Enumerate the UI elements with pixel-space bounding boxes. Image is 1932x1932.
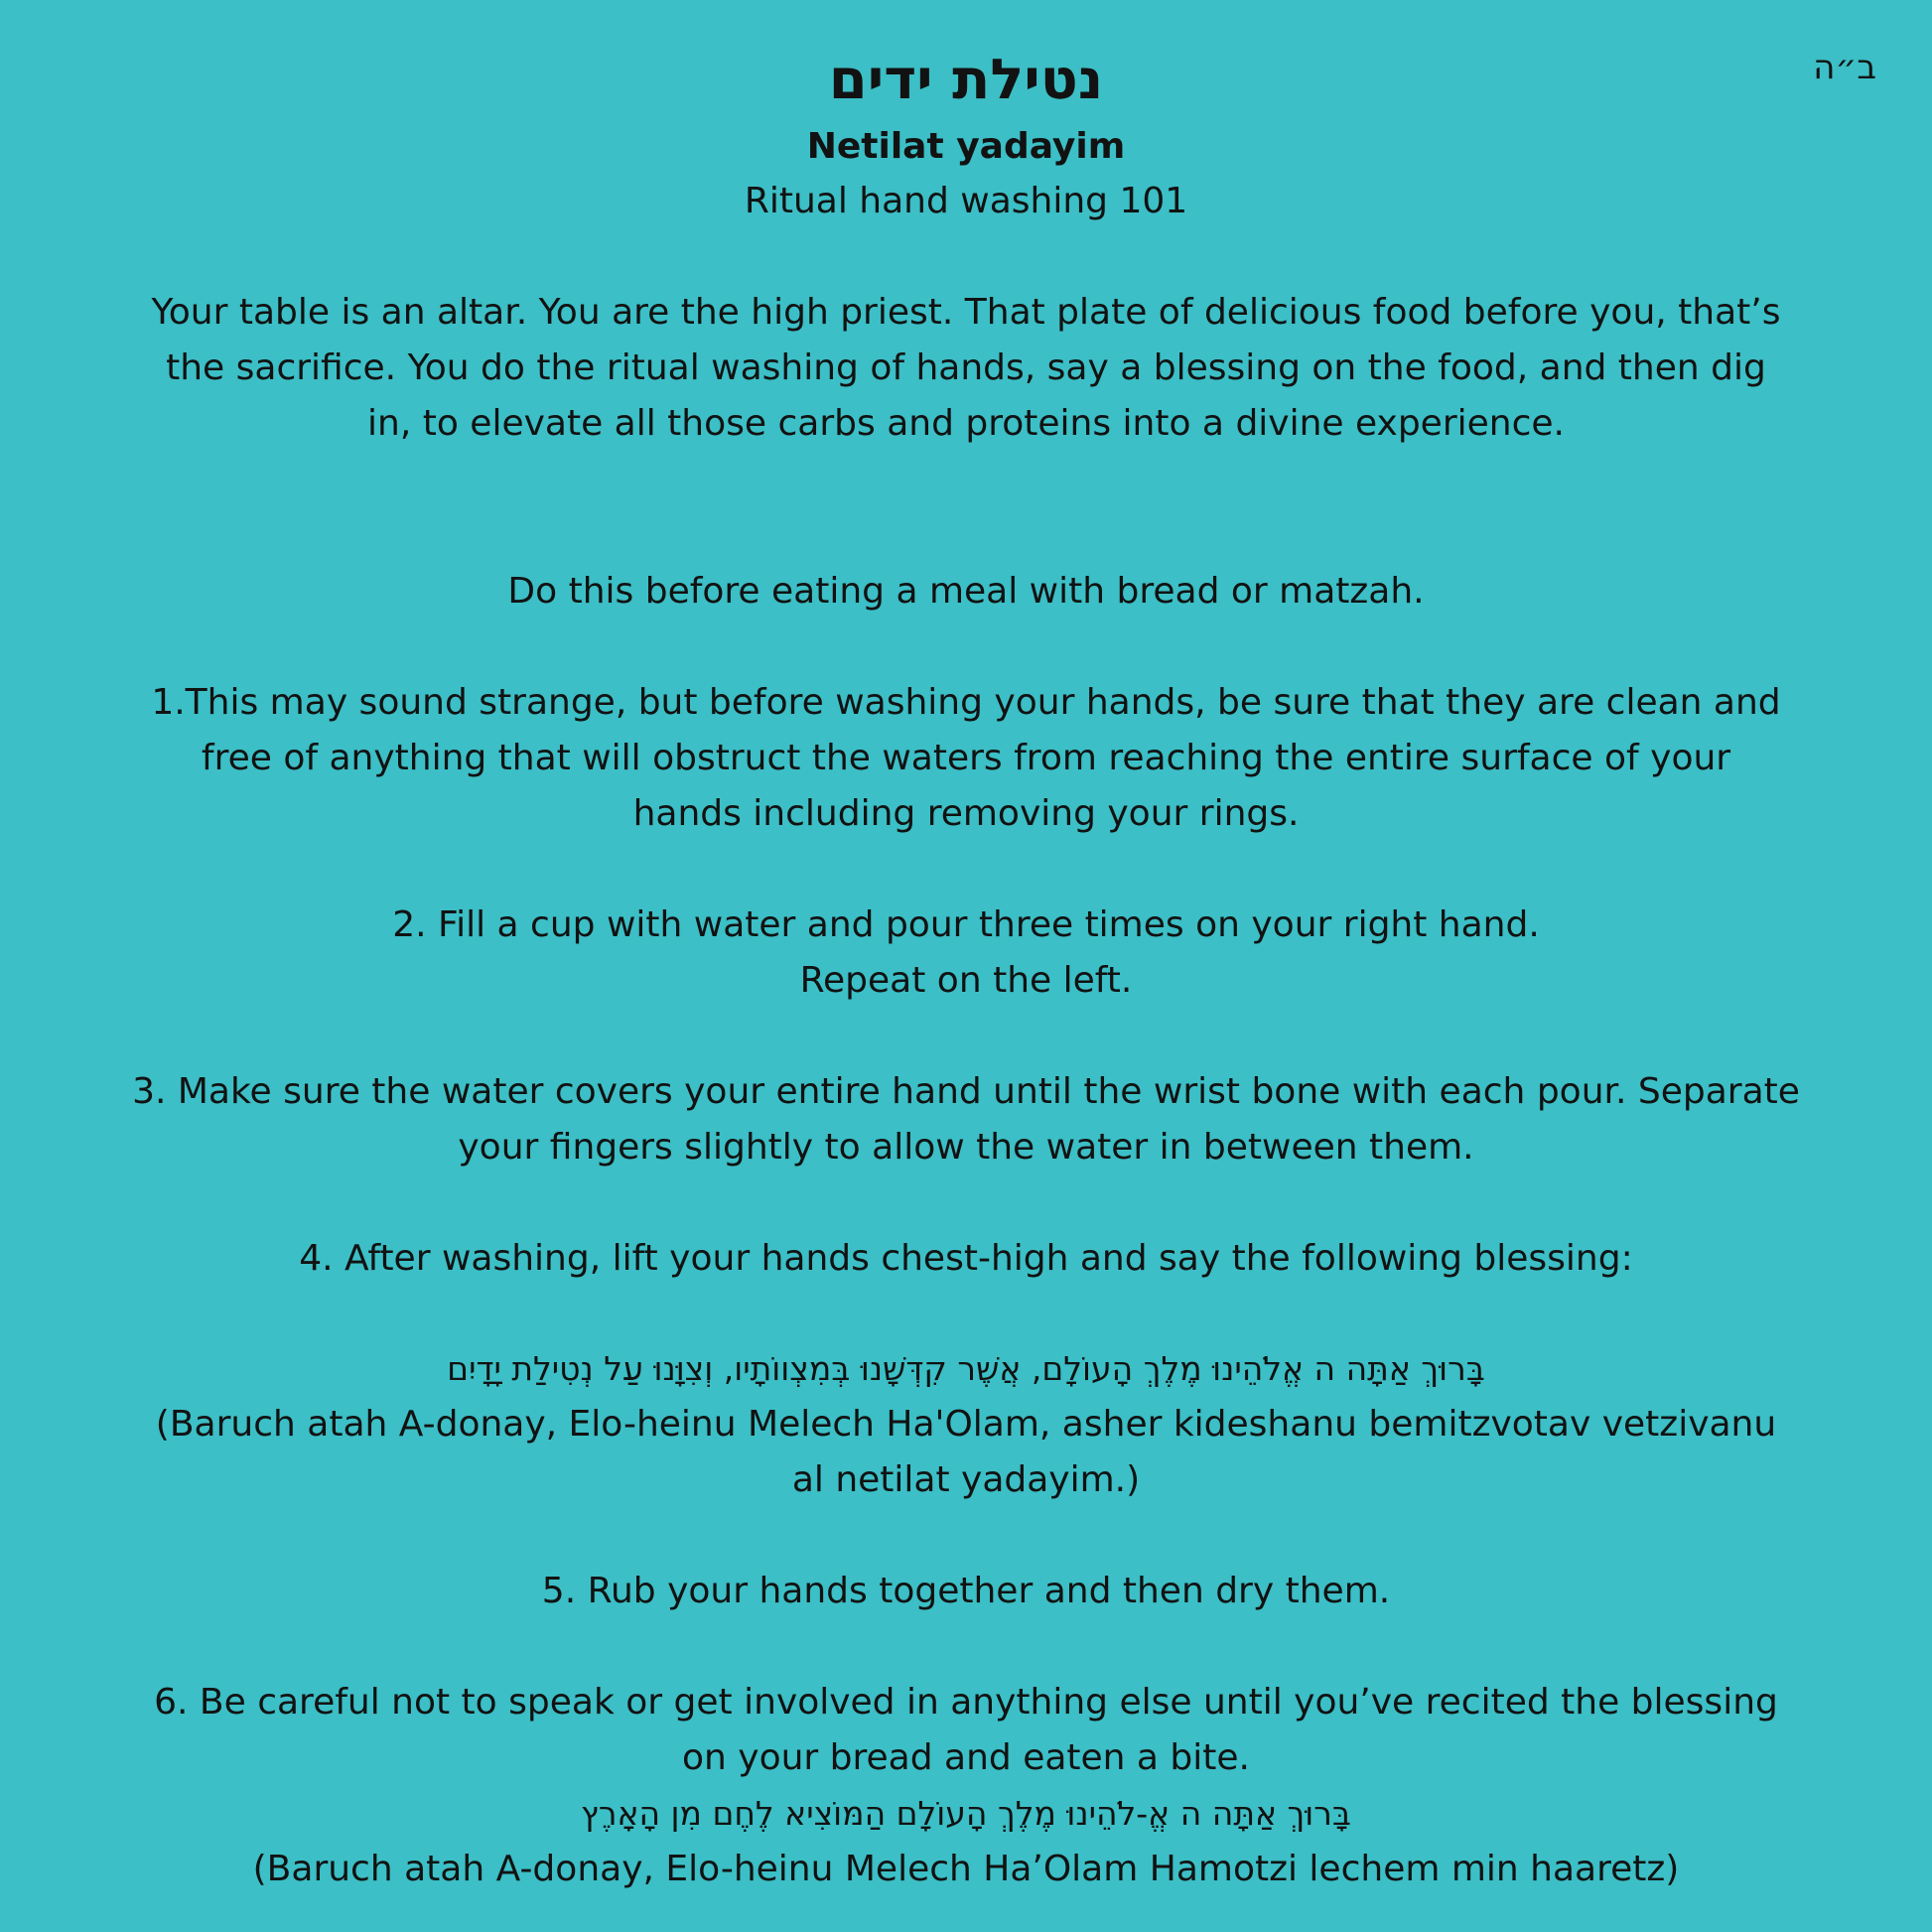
step-2-line-1: 2. Fill a cup with water and pour three times on your right hand. — [392, 904, 1540, 945]
when-paragraph: Do this before eating a meal with bread or matzah. — [507, 571, 1425, 612]
title-hebrew: נטילת ידים — [828, 48, 1104, 112]
blessing-1-transliteration: (Baruch atah A-donay, Elo-heinu Melech Ha'Olam, asher kideshanu bemitzvotav vetzivanu al netilat yadayim.) — [155, 1404, 1777, 1500]
intro-paragraph: Your table is an altar. You are the high priest. That plate of delicious food before you, that’s the sacrifice. You do the ritual washing of hands, say a blessing on the food, and then dig in, to elevate all those carbs and proteins into a divine experience. — [151, 292, 1781, 444]
step-1: 1.This may sound strange, but before washing your hands, be sure that they are clean and free of anything that will obstruct the waters from reaching the entire surface of your hands including removing your rings. — [151, 682, 1781, 834]
title-english: Netilat yadayim — [806, 126, 1126, 167]
step-4: 4. After washing, lift your hands chest-high and say the following blessing: — [299, 1238, 1633, 1279]
step-2 — [109, 897, 1823, 1009]
blessing-2-hebrew: בָּרוּךְ אַתָּה ה אֱ-לֹהֵינוּ מֶלֶךְ הָעוֹלָם הַמּוֹצִיא לֶחֶם מִן הָאָרֶץ — [581, 1794, 1351, 1833]
blessing-1 — [149, 1341, 1783, 1508]
step-6-text: 6. Be careful not to speak or get involved in anything else until you’ve recited the blessing on your bread and eaten a bite. — [154, 1682, 1778, 1778]
subtitle: Ritual hand washing 101 — [744, 181, 1188, 221]
step-6 — [149, 1675, 1783, 1897]
step-3: 3. Make sure the water covers your entire hand until the wrist bone with each pour. Separate your fingers slightly to allow the water in between them. — [132, 1071, 1800, 1168]
blessing-2-transliteration: (Baruch atah A-donay, Elo-heinu Melech Ha’Olam Hamotzi lechem min haaretz) — [252, 1849, 1680, 1889]
step-5: 5. Rub your hands together and then dry them. — [541, 1571, 1391, 1611]
corner-mark: ב״ה — [1813, 48, 1876, 87]
step-2-line-2: Repeat on the left. — [799, 960, 1133, 1001]
blessing-1-hebrew: בָּרוּךְ אַתָּה ה אֱלֹהֵינוּ מֶלֶךְ הָעוֹלָם, אֲשֶׁר קִדְּשָׁנוּ בְּמִצְווֹתָיו, וְצִוָּנוּ עַל נְטִילַת יָדָיִם — [447, 1349, 1485, 1388]
